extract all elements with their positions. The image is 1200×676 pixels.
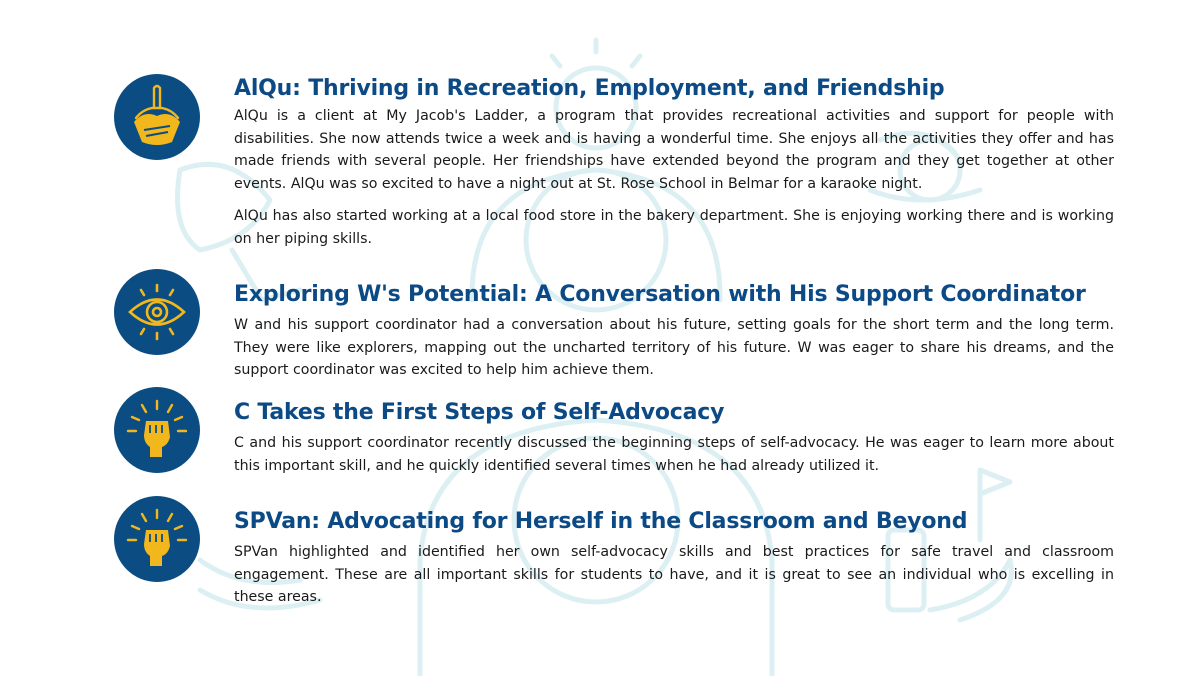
raised-fist-icon	[114, 387, 200, 473]
eye-icon	[114, 269, 200, 355]
story-paragraph: C and his support coordinator recently discussed the beginning steps of self-advocacy. He was eager to learn more about this important skill, and he quickly identified several times when he had already utilized it.	[234, 435, 1114, 474]
story-badge	[114, 496, 200, 582]
raised-fist-icon	[114, 496, 200, 582]
story-badge	[114, 387, 200, 473]
story-badge	[114, 74, 200, 160]
hands-together-icon	[114, 74, 200, 160]
story-paragraph: AlQu has also started working at a local food store in the bakery department. She is enjoying working there and is working on her piping skills.	[234, 208, 1114, 247]
story-title: C Takes the First Steps of Self-Advocacy	[234, 400, 725, 425]
story-title: SPVan: Advocating for Herself in the Classroom and Beyond	[234, 509, 968, 534]
story-title: AlQu: Thriving in Recreation, Employment, and Friendship	[234, 76, 945, 101]
story-paragraph: W and his support coordinator had a conversation about his future, setting goals for the short term and the long term. They were like explorers, mapping out the uncharted territory of his future. W was eager to share his dreams, and the support coordinator was excited to help him achieve them.	[234, 317, 1114, 378]
story-paragraph: AlQu is a client at My Jacob's Ladder, a program that provides recreational activities and support for people with disabilities. She now attends twice a week and is having a wonderful time. She enjoys all the activities they offer and has made friends with several people. Her friendships have extended beyond the program and they get together at other events. AlQu was so excited to have a night out at St. Rose School in Belmar for a karaoke night.	[234, 108, 1114, 192]
story-paragraph: SPVan highlighted and identified her own self-advocacy skills and best practices for safe travel and classroom engagement. These are all important skills for students to have, and it is great to see an individual who is excelling in these areas.	[234, 544, 1114, 605]
story-title: Exploring W's Potential: A Conversation with His Support Coordinator	[234, 282, 1086, 307]
story-badge	[114, 269, 200, 355]
